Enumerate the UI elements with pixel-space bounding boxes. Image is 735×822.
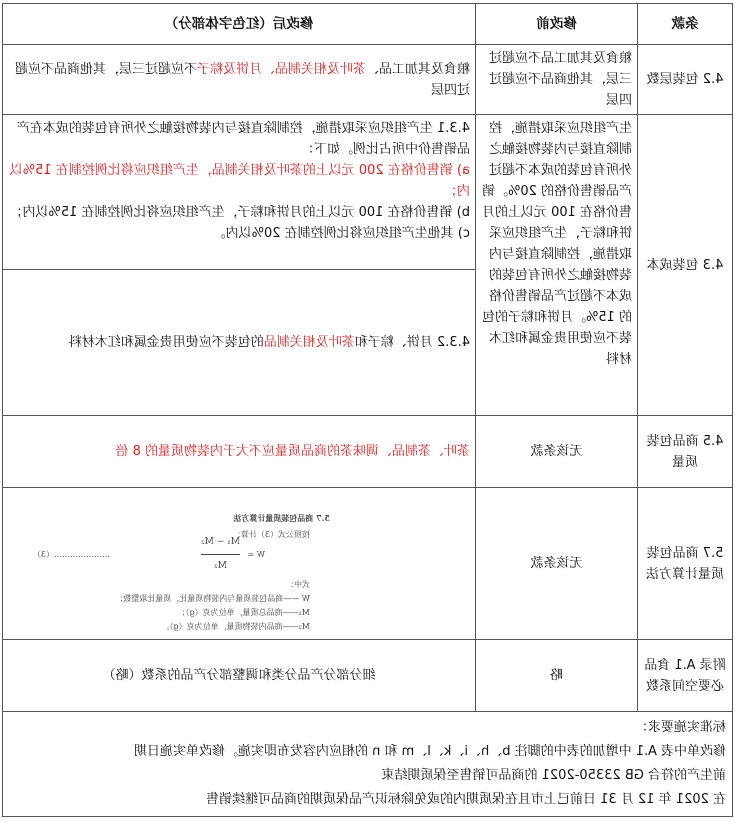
formula-title: 5.7 商品包装质量计算方法 bbox=[233, 512, 330, 523]
formula-subtitle: 按照公式（3）计算： bbox=[232, 529, 310, 539]
after-cell: 细分部分产品分类和调整部分产品的系数（略） bbox=[3, 640, 476, 712]
formula-w-def: W ——商品包装质量与内装物质量比，质量比取整数； bbox=[115, 593, 310, 603]
row-packaging-mass bbox=[3, 416, 733, 488]
before-cell: 粮食及其加工品不应超过三层，其他商品不应超过四层 bbox=[476, 45, 638, 115]
row-appendix-a1 bbox=[3, 640, 733, 712]
row-packaging-layers bbox=[3, 45, 733, 115]
formula-fraction bbox=[201, 532, 240, 577]
after-cell bbox=[3, 488, 476, 640]
fraction-bar bbox=[201, 554, 240, 555]
clause-4-3-1: 4.3.1 生产组织应采取措施，控制除直接与内装物接触之外所有包装的成本在产品销售价中所占比例。如下： bbox=[16, 121, 470, 157]
after-cell bbox=[3, 45, 476, 115]
formula-lhs: W = bbox=[247, 549, 265, 559]
formula-numerator: M₁ − M₂ bbox=[201, 536, 240, 547]
before-cell: 无该条款 bbox=[476, 488, 638, 640]
implementation-notes-row bbox=[3, 712, 733, 817]
amendment-table bbox=[2, 3, 733, 817]
after-text: 不应超过三层，其他商品不应超过四层 bbox=[14, 61, 470, 98]
formula-m1-def: M₁——商品总质量，单位为克（g）； bbox=[177, 607, 310, 617]
item-c: c) 其他生产组织应将比例控制在 20%以内。 bbox=[212, 226, 470, 241]
row-mass-calculation bbox=[3, 488, 733, 640]
clause-cell: 4.5 商品包装质量 bbox=[638, 416, 733, 488]
before-cell: 生产组织应采取措施，控制除直接与内装物接触之外所有包装的成本不超过产品销售价格的 20%。销售价格在 100 元以上的月饼和粽子，生产组织应采取措施，控制除直接与内装物接触之外所有包装的成本不超过产品销售价格的 15%。月饼和粽子的包装不应使用贵金属和红木材料 bbox=[476, 115, 638, 416]
notes-line: 前生产的符合 GB 23350-2021 的商品可销售至保质期结束 bbox=[381, 768, 726, 783]
header-after: 修改后（红色字体部分） bbox=[3, 4, 476, 45]
after-red-text: 茶叶及相关制品 bbox=[263, 335, 355, 350]
after-cell bbox=[3, 270, 476, 416]
item-b: b) 销售价格在 100 元以上的月饼和粽子，生产组织应将比例控制在 15%以内； bbox=[9, 205, 470, 220]
formula-image bbox=[8, 494, 470, 634]
header-row bbox=[3, 4, 733, 45]
after-text: 的包装不应使用贵金属和红木材料 bbox=[68, 335, 264, 350]
clause-cell: 附录 A.1 食品必要空间系数 bbox=[638, 640, 733, 712]
clause-cell: 5.7 商品包装质量计算方法 bbox=[638, 488, 733, 640]
after-cell bbox=[3, 115, 476, 270]
notes-line: 修改单中表 A.1 中增加的表中的脚注 b、h、i、k、l、m 和 n 的相应内容发布即实施。修改单实施日期 bbox=[133, 744, 726, 759]
after-cell: 茶叶、茶制品、调味茶的商品质量应不大于内装物质量的 8 倍 bbox=[3, 416, 476, 488]
clause-cell: 4.3 包装成本 bbox=[638, 115, 733, 416]
item-a-red: a) 销售价格在 200 元以上的茶叶及相关制品，生产组织应将比例控制在 15%以内； bbox=[9, 163, 470, 199]
before-cell: 略 bbox=[476, 640, 638, 712]
after-text: 4.3.2 月饼、粽子和 bbox=[354, 335, 470, 350]
formula-where: 式中： bbox=[286, 579, 310, 589]
clause-cell: 4.2 包装层数 bbox=[638, 45, 733, 115]
after-red-text: 茶叶及相关制品、月饼及粽子 bbox=[196, 61, 366, 77]
formula-m2-def: M₂——商品内装物质量，单位为克（g）。 bbox=[161, 621, 310, 631]
notes-line: 在 2021 年 12 月 31 日前已上市且在保质期内的或免除标识产品保质期的商品可继续销售 bbox=[206, 792, 726, 807]
notes-heading: 标准实施要求： bbox=[634, 720, 726, 735]
after-text: 粮食及其加工品、 bbox=[365, 61, 470, 77]
formula-eq-number: …………………（3） bbox=[32, 549, 110, 559]
notes-cell bbox=[3, 712, 733, 817]
row-packaging-cost-1 bbox=[3, 115, 733, 270]
header-clause: 条款 bbox=[638, 4, 733, 45]
before-cell: 无该条款 bbox=[476, 416, 638, 488]
formula-denominator: M₂ bbox=[214, 560, 227, 571]
header-before: 修改前 bbox=[476, 4, 638, 45]
